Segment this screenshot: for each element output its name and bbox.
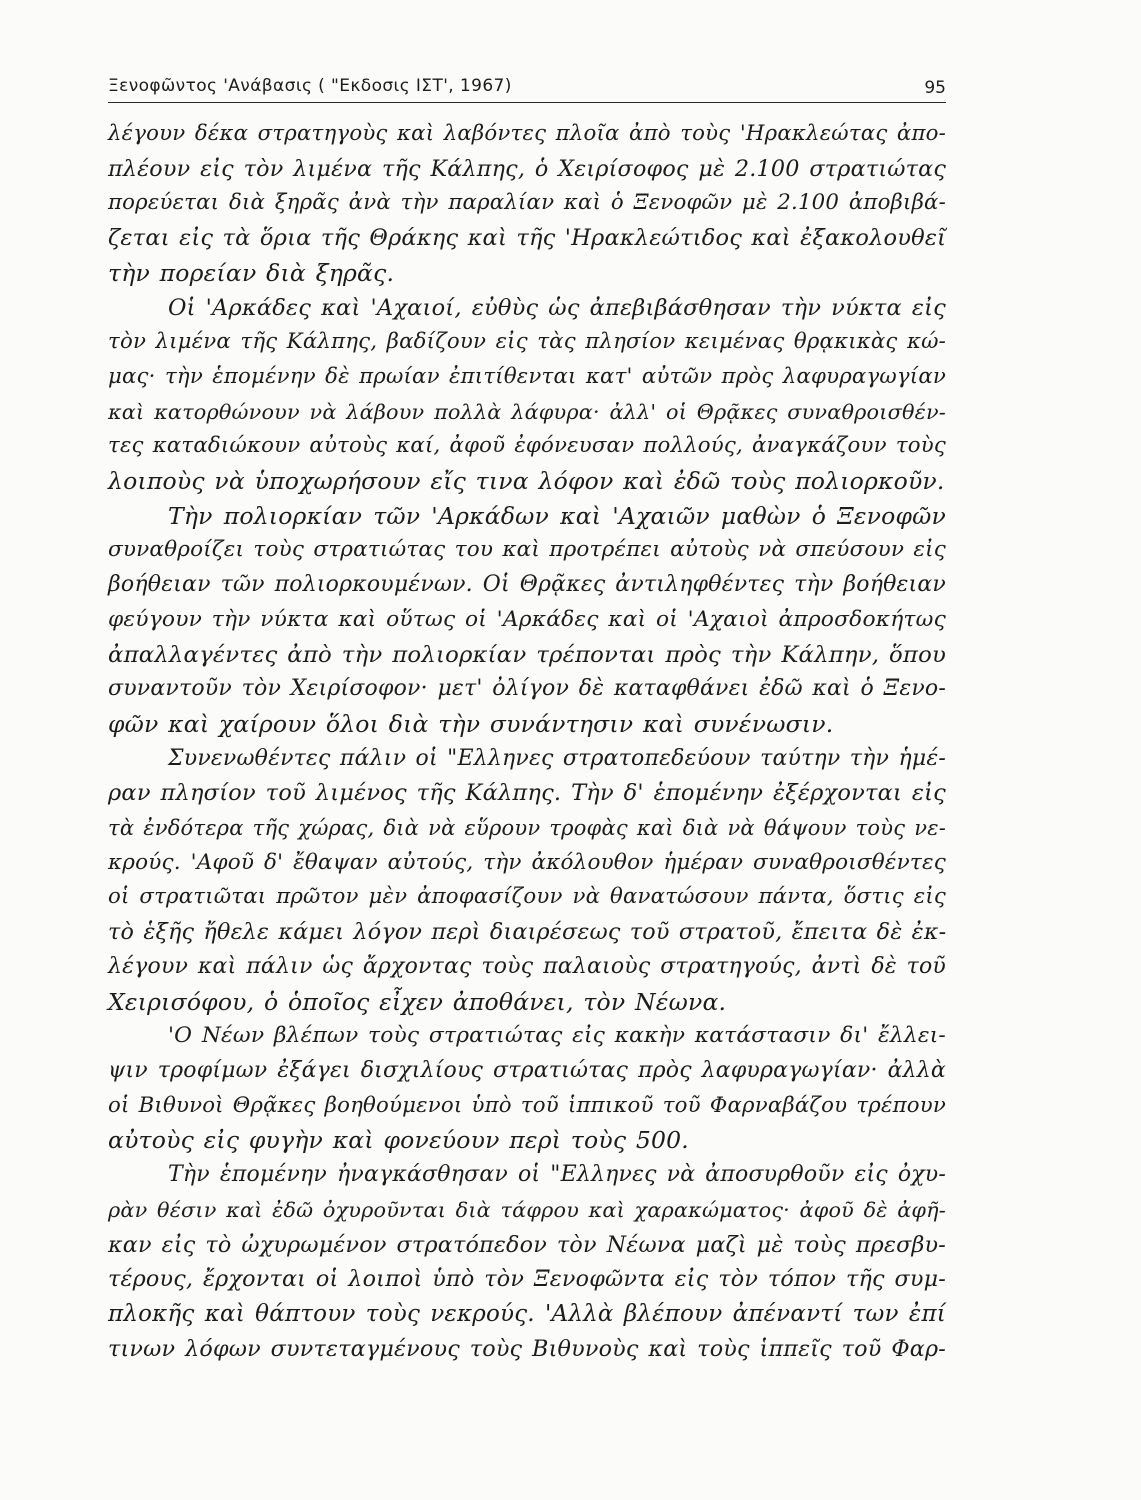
text-line: τὸ ἑξῆς ἤθελε κάμει λόγον περὶ διαιρέσεως τοῦ στρατοῦ, ἔπειτα δὲ ἐκ- — [108, 919, 947, 946]
text-line: τὰ ἐνδότερα τῆς χώρας, διὰ νὰ εὕρουν τροφὰς καὶ διὰ νὰ θάψουν τοὺς νε- — [108, 816, 946, 841]
text-line: πορεύεται διὰ ξηρᾶς ἀνὰ τὴν παραλίαν καὶ ὁ Ξενοφῶν μὲ 2.100 ἀποβιβά- — [108, 190, 946, 216]
text-line: ἀπαλλαγέντες ἀπὸ τὴν πολιορκίαν τρέπονται πρὸς τὴν Κάλπην, ὅπου — [108, 641, 946, 668]
text-line: λοιποὺς νὰ ὑποχωρήσουν εἴς τινα λόφον καὶ ἐδῶ τοὺς πολιορκοῦν. — [108, 467, 945, 496]
text-line: τινων λόφων συντεταγμένους τοὺς Βιθυνοὺς καὶ τοὺς ἱππεῖς τοῦ Φαρ- — [108, 1335, 946, 1362]
text-line: βοήθειαν τῶν πολιορκουμένων. Οἱ Θρᾷκες ἀντιληφθέντες τὴν βοήθειαν — [108, 572, 946, 598]
text-line: τέρους, ἔρχονται οἱ λοιποὶ ὑπὸ τὸν Ξενοφῶντα εἰς τὸν τόπον τῆς συμ- — [108, 1266, 946, 1293]
text-line: πλοκῆς καὶ θάπτουν τοὺς νεκρούς. 'Αλλὰ βλέπουν ἀπέναντί των ἐπί — [108, 1300, 946, 1327]
text-line: συναντοῦν τὸν Χειρίσοφον· μετ' ὀλίγον δὲ καταφθάνει ἐδῶ καὶ ὁ Ξενο- — [108, 676, 946, 702]
text-line: Τὴν ἑπομένην ἠναγκάσθησαν οἱ "Ελληνες νὰ ἀποσυρθοῦν εἰς ὀχυ- — [168, 1162, 946, 1188]
text-line: τες καταδιώκουν αὐτοὺς καί, ἀφοῦ ἐφόνευσαν πολλούς, ἀναγκάζουν τοὺς — [108, 433, 946, 459]
text-line: αὐτοὺς εἰς φυγὴν καὶ φονεύουν περὶ τοὺς 500. — [108, 1126, 689, 1155]
text-line: συναθροίζει τοὺς στρατιώτας του καὶ προτρέπει αὐτοὺς νὰ σπεύσουν εἰς — [108, 537, 946, 563]
text-line: λέγουν καὶ πάλιν ὡς ἄρχοντας τοὺς παλαιοὺς στρατηγούς, ἀντὶ δὲ τοῦ — [108, 953, 946, 979]
text-line: καν εἰς τὸ ὠχυρωμένον στρατόπεδον τὸν Νέωνα μαζὶ μὲ τοὺς πρεσβυ- — [108, 1231, 946, 1258]
text-line: τὴν πορείαν διὰ ξηρᾶς. — [108, 258, 395, 287]
text-line: Τὴν πολιορκίαν τῶν 'Αρκάδων καὶ 'Αχαιῶν μαθὼν ὁ Ξενοφῶν — [168, 501, 946, 530]
text-line: Συνενωθέντες πάλιν οἱ "Ελληνες στρατοπεδεύουν ταύτην τὴν ἡμέ- — [168, 745, 946, 771]
text-line: φεύγουν τὴν νύκτα καὶ οὕτως οἱ 'Αρκάδες καὶ οἱ 'Αχαιοὶ ἀπροσδοκήτως — [108, 606, 946, 632]
text-line: ζεται εἰς τὰ ὅρια τῆς Θράκης καὶ τῆς 'Ηρακλεώτιδος καὶ ἐξακολουθεῖ — [108, 225, 947, 252]
running-head — [108, 72, 946, 106]
running-title: Ξενοφῶντος 'Ανάβασις ( "Εκδοσις ΙΣΤ', 1967) — [108, 76, 512, 96]
text-line: οἱ Βιθυνοὶ Θρᾷκες βοηθούμενοι ὑπὸ τοῦ ἱππικοῦ τοῦ Φαρναβάζου τρέπουν — [108, 1092, 946, 1118]
text-line: 'Ο Νέων βλέπων τοὺς στρατιώτας εἰς κακὴν κατάστασιν δι' ἔλλει- — [168, 1023, 946, 1049]
text-line: ψιν τροφίμων ἐξάγει δισχιλίους στρατιώτας πρὸς λαφυραγωγίαν· ἀλλὰ — [108, 1057, 946, 1083]
text-line: ρὰν θέσιν καὶ ἐδῶ ὀχυροῦνται διὰ τάφρου καὶ χαρακώματος· ἀφοῦ δὲ ἀφῆ- — [108, 1197, 946, 1222]
page-number: 95 — [924, 78, 946, 98]
text-line: πλέουν εἰς τὸν λιμένα τῆς Κάλπης, ὁ Χειρίσοφος μὲ 2.100 στρατιώτας — [108, 155, 946, 182]
text-line: τὸν λιμένα τῆς Κάλπης, βαδίζουν εἰς τὰς πλησίον κειμένας θρᾳκικὰς κώ- — [108, 329, 946, 355]
header-rule — [108, 102, 946, 103]
text-line: μας· τὴν ἑπομένην δὲ πρωίαν ἐπιτίθενται κατ' αὐτῶν πρὸς λαφυραγωγίαν — [108, 363, 946, 389]
text-line: Χειρισόφου, ὁ ὁποῖος εἶχεν ἀποθάνει, τὸν Νέωνα. — [108, 987, 727, 1016]
text-line: καὶ κατορθώνουν νὰ λάβουν πολλὰ λάφυρα· ἀλλ' οἱ Θρᾷκες συναθροισθέν- — [108, 399, 946, 424]
text-line: ραν πλησίον τοῦ λιμένος τῆς Κάλπης. Τὴν δ' ἑπομένην ἐξέρχονται εἰς — [108, 780, 946, 807]
body-text — [108, 117, 946, 1366]
text-line: φῶν καὶ χαίρουν ὅλοι διὰ τὴν συνάντησιν καὶ συνένωσιν. — [108, 709, 834, 738]
text-line: κρούς. 'Αφοῦ δ' ἔθαψαν αὐτούς, τὴν ἀκόλουθον ἡμέραν συναθροισθέντες — [108, 849, 946, 875]
text-line: Οἱ 'Αρκάδες καὶ 'Αχαιοί, εὐθὺς ὡς ἀπεβιβάσθησαν τὴν νύκτα εἰς — [168, 294, 946, 321]
text-line: οἱ στρατιῶται πρῶτον μὲν ἀποφασίζουν νὰ θανατώσουν πάντα, ὅστις εἰς — [108, 884, 946, 910]
text-line: λέγουν δέκα στρατηγοὺς καὶ λαβόντες πλοῖα ἀπὸ τοὺς 'Ηρακλεώτας ἀπο- — [108, 121, 946, 146]
